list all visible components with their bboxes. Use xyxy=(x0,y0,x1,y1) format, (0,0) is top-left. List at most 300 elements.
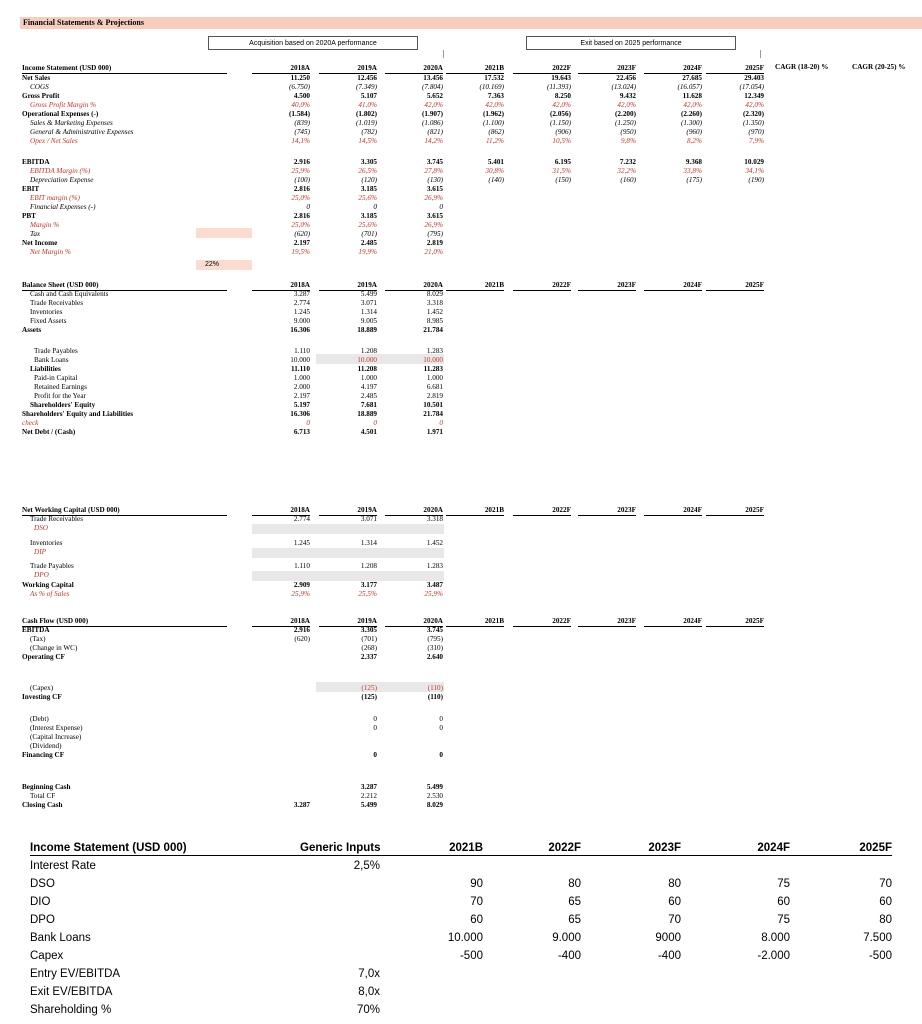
table-cell: 2024F xyxy=(644,616,702,627)
table-cell: 42,0% xyxy=(617,101,636,109)
table-cell: 5.107 xyxy=(360,92,377,100)
table-cell: 1.314 xyxy=(360,539,377,547)
table-cell: 2020A xyxy=(385,505,443,516)
row-label: (Tax) xyxy=(30,635,46,643)
table-cell: 2024F xyxy=(644,63,702,74)
table-cell: 11.110 xyxy=(291,365,310,373)
table-cell: 14,5% xyxy=(358,137,377,145)
row-label: Fixed Assets xyxy=(30,317,67,325)
table-row xyxy=(0,63,922,73)
row-label: Beginning Cash xyxy=(22,783,71,791)
table-cell: (701) xyxy=(361,230,377,238)
input-cell: 80 xyxy=(668,878,681,890)
table-cell: (125) xyxy=(361,693,377,701)
row-label: Net Margin % xyxy=(30,248,71,256)
table-cell: 1.245 xyxy=(293,308,310,316)
table-cell: (2.320) xyxy=(743,110,764,118)
table-row xyxy=(0,692,922,702)
row-label: Gross Profit Margin % xyxy=(30,101,97,109)
row-label: (Capital Increase) xyxy=(30,733,82,741)
table-cell: (7.349) xyxy=(356,83,377,91)
table-cell: (140) xyxy=(488,176,504,184)
table-cell: 10.000 xyxy=(423,356,443,364)
row-label: Operational Expenses (-) xyxy=(22,110,99,118)
table-cell: 2018A xyxy=(252,616,310,627)
table-cell: 2020A xyxy=(385,63,443,74)
table-cell: 4.197 xyxy=(360,383,377,391)
table-cell: 8.250 xyxy=(554,92,571,100)
table-cell: 2018A xyxy=(252,280,310,291)
table-cell: 2020A xyxy=(385,280,443,291)
table-cell: 7,9% xyxy=(749,137,764,145)
inputs-year-header: 2025F xyxy=(859,842,892,854)
table-cell: (125) xyxy=(361,684,377,692)
table-cell: 1.971 xyxy=(426,428,443,436)
input-row-label: Capex xyxy=(30,950,64,962)
input-row-label: DIO xyxy=(30,896,51,908)
tax-rate-value: 22% xyxy=(205,261,220,268)
table-cell: 18.889 xyxy=(357,326,377,334)
table-cell: 2.197 xyxy=(293,392,310,400)
table-cell: 10,5% xyxy=(552,137,571,145)
table-cell: 6.681 xyxy=(426,383,443,391)
input-cell: 7.500 xyxy=(863,932,892,944)
table-cell: 19,5% xyxy=(291,248,310,256)
table-cell: 2.640 xyxy=(426,653,443,661)
input-cell: 70 xyxy=(879,878,892,890)
row-label: EBITDA Margin (%) xyxy=(30,167,91,175)
row-label: Depreciation Expense xyxy=(30,176,94,184)
table-cell: 25,6% xyxy=(358,194,377,202)
table-cell: 2019A xyxy=(319,616,377,627)
table-cell: 21,0% xyxy=(424,248,443,256)
table-cell: 2.212 xyxy=(360,792,377,800)
table-cell: 42,0% xyxy=(683,101,702,109)
table-cell: (150) xyxy=(555,176,571,184)
table-cell: 11.250 xyxy=(290,74,310,82)
table-cell: 3.071 xyxy=(360,299,377,307)
row-label: Investing CF xyxy=(22,693,62,701)
table-cell: (110) xyxy=(427,693,443,701)
table-cell: (795) xyxy=(427,230,443,238)
table-cell: 33,8% xyxy=(683,167,702,175)
table-cell: (1.150) xyxy=(550,119,571,127)
table-cell: 26,5% xyxy=(358,167,377,175)
table-cell: 8.985 xyxy=(426,317,443,325)
row-label: EBIT margin (%) xyxy=(30,194,80,202)
table-cell: (310) xyxy=(427,644,443,652)
table-cell: 3.177 xyxy=(360,581,377,589)
table-cell: 21.784 xyxy=(423,326,443,334)
table-row xyxy=(0,570,922,580)
row-label: Balance Sheet (USD 000) xyxy=(22,280,227,291)
table-cell: 2022F xyxy=(513,280,571,291)
row-label: Shareholders' Equity xyxy=(30,401,96,409)
table-cell: 3.305 xyxy=(360,158,377,166)
row-label: Net Working Capital (USD 000) xyxy=(22,505,227,516)
generic-input-value: 7,0x xyxy=(358,968,380,980)
table-cell: 11.283 xyxy=(423,365,443,373)
generic-input-value: 8,0x xyxy=(358,986,380,998)
table-cell: 16.306 xyxy=(290,326,310,334)
table-cell: (745) xyxy=(294,128,310,136)
row-label: Sales & Marketing Expenses xyxy=(30,119,113,127)
table-cell: 0 xyxy=(373,724,377,732)
title-bar xyxy=(20,17,922,29)
table-cell: 3.615 xyxy=(426,185,443,193)
table-cell: 16.306 xyxy=(290,410,310,418)
table-cell: (17.054) xyxy=(739,83,764,91)
table-cell: 2021B xyxy=(446,280,504,291)
table-cell: 29.403 xyxy=(744,74,764,82)
table-cell: 3.287 xyxy=(293,801,310,809)
row-label: Tax xyxy=(30,230,41,238)
table-cell: (110) xyxy=(427,684,443,692)
table-cell: 2.819 xyxy=(426,392,443,400)
table-cell: (970) xyxy=(748,128,764,136)
table-cell: 9.432 xyxy=(619,92,636,100)
table-cell: 18.889 xyxy=(357,410,377,418)
table-cell: 2023F xyxy=(578,280,636,291)
generic-input-value: 70% xyxy=(356,1004,380,1016)
table-cell: 2.916 xyxy=(293,626,310,634)
table-cell: 2.485 xyxy=(360,392,377,400)
table-cell: 2019A xyxy=(319,505,377,516)
table-row xyxy=(0,247,922,257)
table-cell: 25,6% xyxy=(358,221,377,229)
table-cell: 5.652 xyxy=(426,92,443,100)
table-cell: 0 xyxy=(439,724,443,732)
table-cell: 42,0% xyxy=(745,101,764,109)
row-label: Opex / Net Sales xyxy=(30,137,78,145)
row-label: Financial Expenses (-) xyxy=(30,203,96,211)
row-label: Cash Flow (USD 000) xyxy=(22,616,227,627)
table-cell: 1.110 xyxy=(294,562,310,570)
table-cell: 1.452 xyxy=(426,539,443,547)
table-cell: 2023F xyxy=(578,63,636,74)
row-label: check xyxy=(22,419,39,427)
table-cell: 3.305 xyxy=(360,626,377,634)
table-cell: 19,9% xyxy=(358,248,377,256)
input-cell: 80 xyxy=(879,914,892,926)
table-cell: 2.816 xyxy=(293,212,310,220)
table-cell: 3.615 xyxy=(426,212,443,220)
inputs-header-label: Income Statement (USD 000) xyxy=(30,842,187,854)
input-cell: 70 xyxy=(668,914,681,926)
table-cell: 10.029 xyxy=(744,158,764,166)
table-cell: 2.816 xyxy=(293,185,310,193)
input-cell: 65 xyxy=(568,914,581,926)
table-cell: 30,8% xyxy=(485,167,504,175)
row-label: Total CF xyxy=(30,792,56,800)
table-cell: 2024F xyxy=(644,505,702,516)
input-row-label: DPO xyxy=(30,914,55,926)
table-cell: 25,9% xyxy=(424,590,443,598)
table-cell: 2.197 xyxy=(293,239,310,247)
table-cell: 1.283 xyxy=(426,562,443,570)
table-cell: (1.300) xyxy=(681,119,702,127)
input-cell: 75 xyxy=(777,914,790,926)
table-cell: 3.185 xyxy=(360,212,377,220)
table-cell: 11.208 xyxy=(357,365,377,373)
inputs-year-header: 2022F xyxy=(548,842,581,854)
exit-marker xyxy=(760,50,761,58)
table-cell: (1.350) xyxy=(743,119,764,127)
table-cell: (906) xyxy=(555,128,571,136)
table-cell: (190) xyxy=(748,176,764,184)
table-cell: 3.071 xyxy=(360,515,377,523)
row-label: Inventories xyxy=(30,539,63,547)
table-row xyxy=(0,750,922,760)
table-cell: 11.628 xyxy=(682,92,702,100)
table-cell: 2018A xyxy=(252,505,310,516)
table-cell: 2019A xyxy=(319,63,377,74)
inputs-year-header: 2021B xyxy=(449,842,483,854)
table-cell: 2.774 xyxy=(293,515,310,523)
table-cell: 2.774 xyxy=(293,299,310,307)
table-cell: 2021B xyxy=(446,616,504,627)
table-cell: 13.456 xyxy=(423,74,443,82)
table-cell: 10.000 xyxy=(357,356,377,364)
table-cell: (175) xyxy=(686,176,702,184)
table-cell: (100) xyxy=(294,176,310,184)
table-cell: 9.000 xyxy=(293,317,310,325)
table-cell: 14,1% xyxy=(291,137,310,145)
table-cell: (268) xyxy=(361,644,377,652)
table-cell: (821) xyxy=(427,128,443,136)
row-label: EBITDA xyxy=(22,158,50,166)
table-cell: (13.024) xyxy=(611,83,636,91)
input-cell: 70 xyxy=(470,896,483,908)
table-cell: 5.499 xyxy=(360,801,377,809)
row-label: EBIT xyxy=(22,185,40,193)
row-label: Trade Payables xyxy=(34,347,78,355)
row-label: Retained Earnings xyxy=(34,383,87,391)
table-cell: 5.499 xyxy=(426,783,443,791)
row-label: DPO xyxy=(34,571,49,579)
table-cell: 42,0% xyxy=(424,101,443,109)
table-cell: 3.487 xyxy=(426,581,443,589)
table-cell: 22.456 xyxy=(616,74,636,82)
table-cell: 42,0% xyxy=(485,101,504,109)
row-label: General & Administrative Expenses xyxy=(30,128,134,136)
table-cell: 3.318 xyxy=(426,299,443,307)
table-cell: 6.195 xyxy=(554,158,571,166)
row-label: PBT xyxy=(22,212,36,220)
table-cell: 25,9% xyxy=(291,590,310,598)
table-cell: 2.909 xyxy=(293,581,310,589)
table-cell: 1.283 xyxy=(426,347,443,355)
input-cell: 9.000 xyxy=(552,932,581,944)
table-cell: 1.000 xyxy=(360,374,377,382)
table-row xyxy=(0,652,922,662)
table-cell: (1.100) xyxy=(483,119,504,127)
input-cell: 10.000 xyxy=(447,932,483,944)
table-cell: (1.250) xyxy=(615,119,636,127)
table-cell: 3.287 xyxy=(360,783,377,791)
generic-input-value: 2,5% xyxy=(353,860,380,872)
row-label: Profit for the Year xyxy=(34,392,86,400)
table-cell: 31,5% xyxy=(552,167,571,175)
table-cell: (782) xyxy=(361,128,377,136)
cagr-1-header: CAGR (18-20) % xyxy=(775,63,829,71)
table-cell: (2.200) xyxy=(615,110,636,118)
table-cell: 0 xyxy=(439,419,443,427)
table-cell: 2022F xyxy=(513,63,571,74)
row-label: Working Capital xyxy=(22,581,74,589)
table-cell: 7.363 xyxy=(487,92,504,100)
table-cell: 8.029 xyxy=(426,801,443,809)
table-cell: 2018A xyxy=(252,63,310,74)
table-cell: 12.456 xyxy=(357,74,377,82)
input-row-label: Bank Loans xyxy=(30,932,91,944)
table-cell: (1.019) xyxy=(356,119,377,127)
table-cell: 2025F xyxy=(706,616,764,627)
table-cell: 0 xyxy=(439,715,443,723)
table-cell: 2019A xyxy=(319,280,377,291)
table-cell: 4.501 xyxy=(360,428,377,436)
input-cell: 80 xyxy=(568,878,581,890)
input-row-label: Entry EV/EBITDA xyxy=(30,968,121,980)
input-cell: -2.000 xyxy=(757,950,790,962)
table-cell: 27,8% xyxy=(424,167,443,175)
table-cell: (2.260) xyxy=(681,110,702,118)
table-cell: (7.804) xyxy=(422,83,443,91)
table-cell: 2025F xyxy=(706,505,764,516)
table-cell: (795) xyxy=(427,635,443,643)
table-cell: 0 xyxy=(439,751,443,759)
table-cell: 2.916 xyxy=(293,158,310,166)
table-cell: 40,0% xyxy=(291,101,310,109)
row-label: Paid-in Capital xyxy=(34,374,78,382)
table-cell: 19.643 xyxy=(551,74,571,82)
row-label: Margin % xyxy=(30,221,60,229)
table-cell: 7.232 xyxy=(619,158,636,166)
table-cell: 41,0% xyxy=(358,101,377,109)
row-label: (Dividend) xyxy=(30,742,62,750)
table-cell: 2025F xyxy=(706,63,764,74)
table-cell: 25,0% xyxy=(291,221,310,229)
table-cell: 3.745 xyxy=(426,158,443,166)
row-label: As % of Sales xyxy=(30,590,70,598)
table-cell: 34,1% xyxy=(745,167,764,175)
acquisition-label: Acquisition based on 2020A performance xyxy=(249,40,377,47)
table-cell: (2.056) xyxy=(550,110,571,118)
table-cell: 27.685 xyxy=(682,74,702,82)
generic-inputs-header: Generic Inputs xyxy=(300,842,381,854)
table-cell: 2021B xyxy=(446,63,504,74)
table-cell: (960) xyxy=(686,128,702,136)
table-cell: 9.005 xyxy=(360,317,377,325)
row-label: Net Sales xyxy=(22,74,51,82)
cagr-2-header: CAGR (20-25) % xyxy=(852,63,906,71)
row-label: Bank Loans xyxy=(34,356,69,364)
table-cell: 2020A xyxy=(385,616,443,627)
table-cell: 26,9% xyxy=(424,194,443,202)
table-cell: (862) xyxy=(488,128,504,136)
row-label: Income Statement (USD 000) xyxy=(22,63,227,74)
row-label: Cash and Cash Equivalents xyxy=(30,290,109,298)
table-cell: 2023F xyxy=(578,616,636,627)
input-cell: 90 xyxy=(470,878,483,890)
table-cell: (1.584) xyxy=(289,110,310,118)
table-cell: 1.208 xyxy=(360,347,377,355)
input-row-label: Interest Rate xyxy=(30,860,96,872)
input-cell: 65 xyxy=(568,896,581,908)
table-cell: 2023F xyxy=(578,505,636,516)
row-label: COGS xyxy=(30,83,49,91)
row-label: Financing CF xyxy=(22,751,65,759)
table-cell: 1.452 xyxy=(426,308,443,316)
table-cell: 0 xyxy=(373,203,377,211)
input-cell: -400 xyxy=(557,950,581,962)
table-cell: (950) xyxy=(620,128,636,136)
row-label: Net Income xyxy=(22,239,58,247)
input-row-label: Shareholding % xyxy=(30,1004,112,1016)
table-cell: 6.713 xyxy=(293,428,310,436)
table-cell: 42,0% xyxy=(552,101,571,109)
input-cell: 9000 xyxy=(655,932,681,944)
row-label: Liabilities xyxy=(30,365,61,373)
acq-marker xyxy=(443,50,444,58)
row-label: DSO xyxy=(34,524,48,532)
row-label: Trade Payables xyxy=(30,562,74,570)
table-row xyxy=(0,325,922,335)
table-cell: 2024F xyxy=(644,280,702,291)
table-cell: 8,2% xyxy=(687,137,702,145)
table-cell: 4.500 xyxy=(293,92,310,100)
table-row xyxy=(0,547,922,557)
input-cell: 8.000 xyxy=(761,932,790,944)
table-row xyxy=(0,523,922,533)
table-cell: 25,0% xyxy=(291,194,310,202)
acquisition-box xyxy=(208,36,418,50)
table-cell: 8.029 xyxy=(426,290,443,298)
input-cell: 60 xyxy=(470,914,483,926)
input-cell: 60 xyxy=(777,896,790,908)
row-label: Gross Profit xyxy=(22,92,60,100)
table-cell: 1.000 xyxy=(293,374,310,382)
row-label: Net Debt / (Cash) xyxy=(22,428,76,436)
row-label: (Interest Expense) xyxy=(30,724,83,732)
table-cell: 5.197 xyxy=(293,401,310,409)
row-label: (Capex) xyxy=(30,684,54,692)
table-row xyxy=(0,589,922,599)
table-cell: 0 xyxy=(306,419,310,427)
table-cell: (6.750) xyxy=(289,83,310,91)
table-cell: 2021B xyxy=(446,505,504,516)
table-cell: 2.485 xyxy=(360,239,377,247)
row-label: Inventories xyxy=(30,308,63,316)
table-cell: 25,5% xyxy=(358,590,377,598)
row-label: Closing Cash xyxy=(22,801,63,809)
row-label: (Debt) xyxy=(30,715,49,723)
table-cell: 11,2% xyxy=(485,137,504,145)
table-cell: (160) xyxy=(620,176,636,184)
table-cell: 0 xyxy=(373,715,377,723)
table-cell: 10.000 xyxy=(290,356,310,364)
table-cell: 14,2% xyxy=(424,137,443,145)
table-cell: (1.962) xyxy=(483,110,504,118)
table-cell: 0 xyxy=(306,203,310,211)
table-cell: 1.000 xyxy=(426,374,443,382)
table-cell: 21.784 xyxy=(423,410,443,418)
table-row xyxy=(0,800,922,810)
inputs-year-header: 2023F xyxy=(648,842,681,854)
table-cell: (620) xyxy=(294,230,310,238)
table-row xyxy=(0,136,922,146)
table-cell: 2025F xyxy=(706,280,764,291)
